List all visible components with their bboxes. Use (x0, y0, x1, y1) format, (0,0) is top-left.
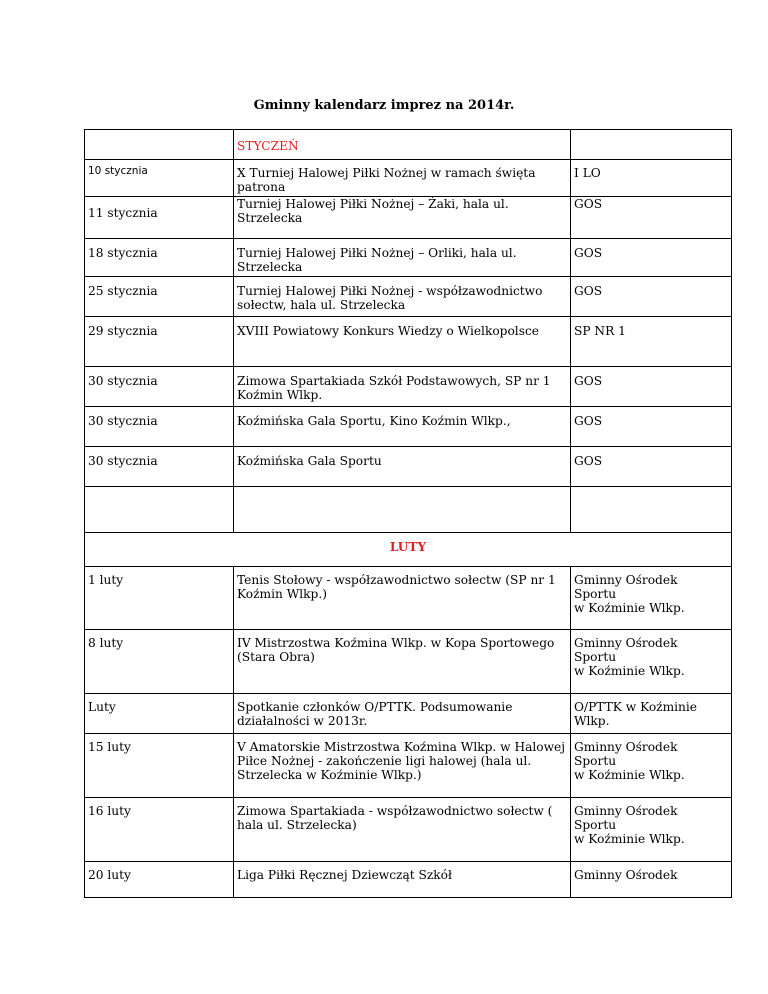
event-organizer (571, 734, 732, 798)
event-name: Koźmińska Gala Sportu, Kino Koźmin Wlkp., (234, 407, 571, 447)
organizer-line: Sportu (574, 818, 617, 832)
table-row (85, 407, 732, 447)
event-organizer: SP NR 1 (571, 317, 732, 367)
organizer-line: Gminny Ośrodek (574, 868, 678, 882)
event-name: Spotkanie członków O/PTTK. Podsumowanie działalności w 2013r. (234, 694, 571, 734)
month-header-row-luty (85, 533, 732, 567)
table-row (85, 798, 732, 862)
event-date: 25 stycznia (85, 277, 234, 317)
table-row (85, 862, 732, 898)
event-name: Turniej Halowej Piłki Nożnej - współzawodnictwo sołectw, hala ul. Strzelecka (234, 277, 571, 317)
empty-row (85, 487, 732, 533)
organizer-line: w Koźminie Wlkp. (574, 832, 685, 846)
table-row (85, 197, 732, 239)
event-organizer (571, 567, 732, 630)
table-row (85, 239, 732, 277)
event-date: 11 stycznia (85, 197, 234, 239)
table-row (85, 734, 732, 798)
table-row (85, 630, 732, 694)
event-organizer (571, 630, 732, 694)
event-date: 29 stycznia (85, 317, 234, 367)
organizer-line: w Koźminie Wlkp. (574, 601, 685, 615)
event-name: X Turniej Halowej Piłki Nożnej w ramach święta patrona (234, 160, 571, 197)
event-date: 30 stycznia (85, 447, 234, 487)
event-date: 30 stycznia (85, 407, 234, 447)
empty-cell (234, 487, 571, 533)
event-organizer: I LO (571, 160, 732, 197)
organizer-line: Gminny Ośrodek (574, 573, 678, 587)
organizer-line: O/PTTK w Koźminie Wlkp. (574, 700, 698, 728)
event-organizer (571, 694, 732, 734)
table-row (85, 160, 732, 197)
month-header-luty: LUTY (85, 533, 732, 567)
events-calendar-table (84, 129, 732, 898)
month-header-styczen: STYCZEŃ (234, 130, 571, 160)
organizer-line: Sportu (574, 650, 617, 664)
event-organizer: GOS (571, 277, 732, 317)
event-name: Turniej Halowej Piłki Nożnej – Orliki, hala ul. Strzelecka (234, 239, 571, 277)
event-date: 1 luty (85, 567, 234, 630)
event-date: 18 stycznia (85, 239, 234, 277)
event-name: IV Mistrzostwa Koźmina Wlkp. w Kopa Sportowego (Stara Obra) (234, 630, 571, 694)
table-row (85, 367, 732, 407)
event-organizer: GOS (571, 197, 732, 239)
table-row (85, 447, 732, 487)
event-name: V Amatorskie Mistrzostwa Koźmina Wlkp. w Halowej Piłce Nożnej - zakończenie ligi halowej (hala ul. Strzelecka w Koźminie Wlkp.) (234, 734, 571, 798)
organizer-line: Gminny Ośrodek (574, 804, 678, 818)
event-organizer: GOS (571, 239, 732, 277)
event-name: Zimowa Spartakiada Szkół Podstawowych, SP nr 1 Koźmin Wlkp. (234, 367, 571, 407)
empty-cell (85, 487, 234, 533)
event-date: 16 luty (85, 798, 234, 862)
event-organizer (571, 862, 732, 898)
organizer-line: Gminny Ośrodek (574, 740, 678, 754)
empty-cell (571, 487, 732, 533)
event-name: Turniej Halowej Piłki Nożnej – Żaki, hala ul. Strzelecka (234, 197, 571, 239)
table-row (85, 694, 732, 734)
event-date: Luty (85, 694, 234, 734)
table-row (85, 277, 732, 317)
organizer-line: Sportu (574, 587, 617, 601)
event-date: 15 luty (85, 734, 234, 798)
empty-cell (571, 130, 732, 160)
organizer-line: w Koźminie Wlkp. (574, 664, 685, 678)
event-name: Tenis Stołowy - współzawodnictwo sołectw (SP nr 1 Koźmin Wlkp.) (234, 567, 571, 630)
event-name: Liga Piłki Ręcznej Dziewcząt Szkół (234, 862, 571, 898)
event-date: 10 stycznia (85, 160, 234, 197)
event-organizer: GOS (571, 447, 732, 487)
table-row (85, 567, 732, 630)
event-date: 30 stycznia (85, 367, 234, 407)
event-organizer: GOS (571, 367, 732, 407)
organizer-line: w Koźminie Wlkp. (574, 768, 685, 782)
empty-cell (85, 130, 234, 160)
event-name: Koźmińska Gala Sportu (234, 447, 571, 487)
event-name: Zimowa Spartakiada - współzawodnictwo sołectw ( hala ul. Strzelecka) (234, 798, 571, 862)
table-row (85, 317, 732, 367)
organizer-line: Sportu (574, 754, 617, 768)
event-date: 8 luty (85, 630, 234, 694)
event-name: XVIII Powiatowy Konkurs Wiedzy o Wielkopolsce (234, 317, 571, 367)
event-organizer: GOS (571, 407, 732, 447)
event-date: 20 luty (85, 862, 234, 898)
event-organizer (571, 798, 732, 862)
document-title: Gminny kalendarz imprez na 2014r. (253, 98, 515, 113)
organizer-line: Gminny Ośrodek (574, 636, 678, 650)
month-header-row-styczen (85, 130, 732, 160)
